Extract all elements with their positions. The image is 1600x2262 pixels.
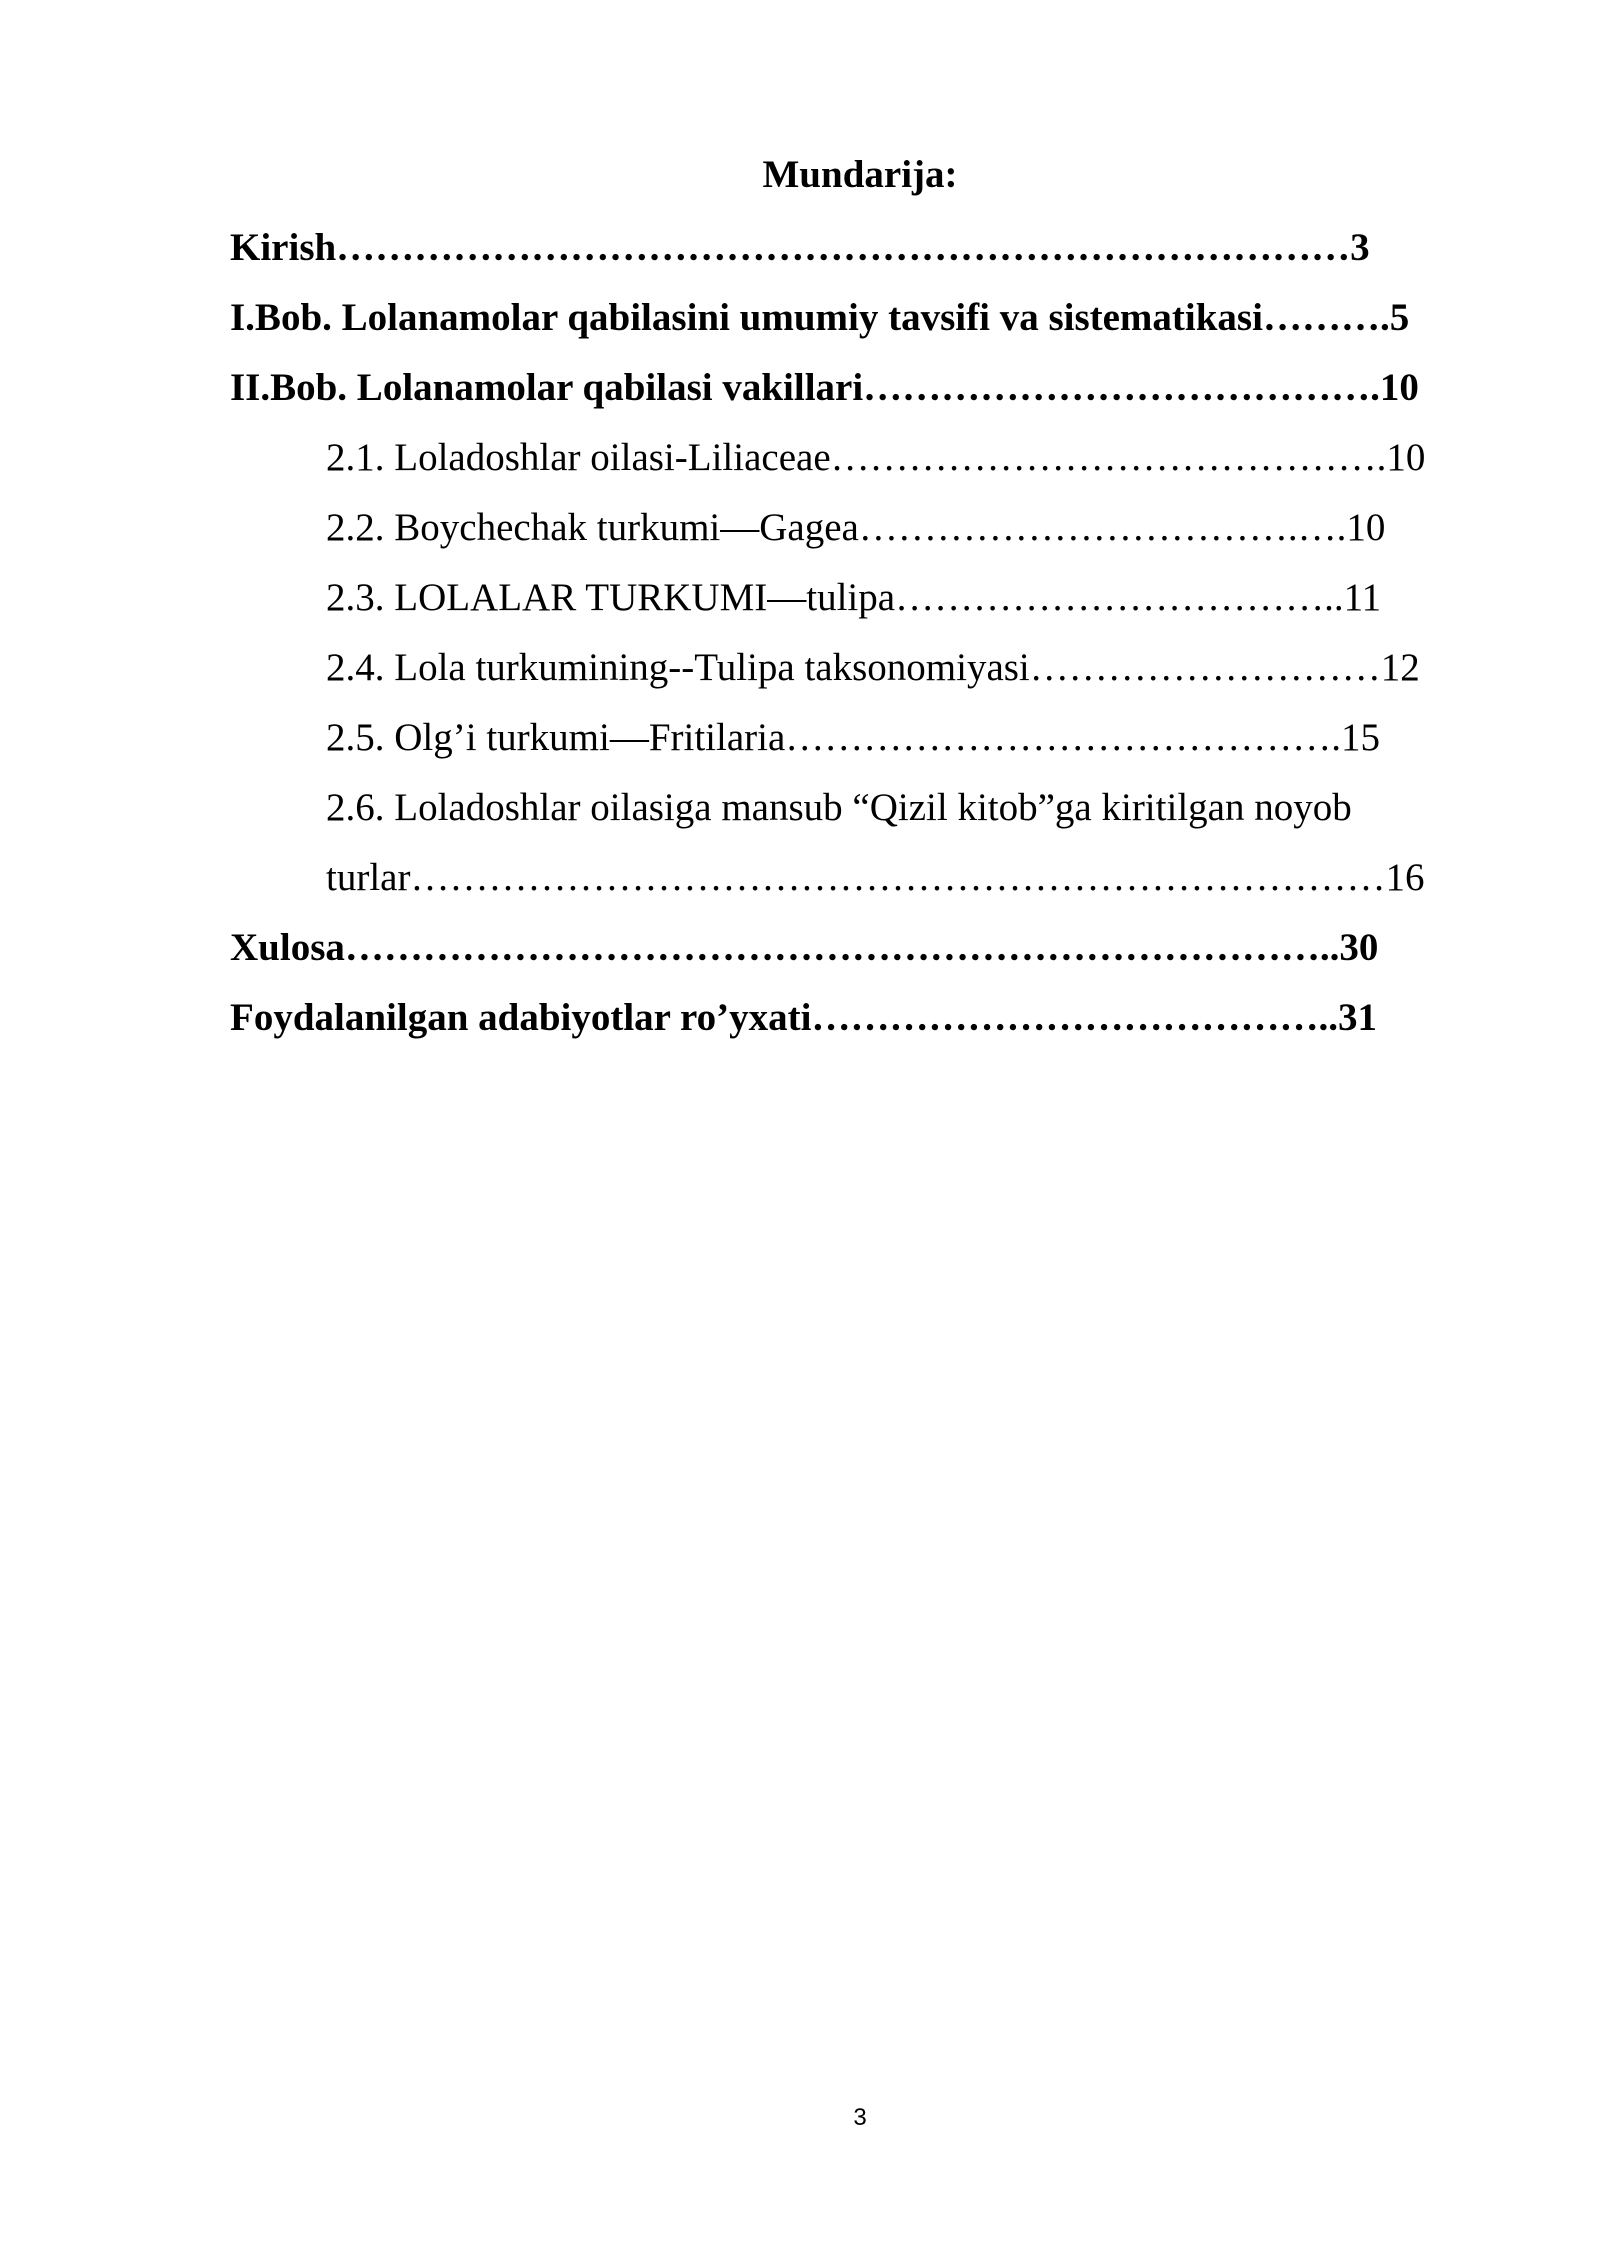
toc-entry-2-6: 2.6. Loladoshlar oilasiga mansub “Qizil kitob”ga kiritilgan noyob	[326, 786, 1352, 829]
toc-entry-references: Foydalanilgan adabiyotlar ro’yxati…………………………………..31	[230, 996, 1377, 1039]
toc-entry-2-2: 2.2. Boychechak turkumi—Gagea…………………………….….10	[326, 506, 1386, 549]
page-number: 3	[853, 2104, 867, 2131]
toc-entry-xulosa: Xulosa…………………………………………………………………..30	[230, 926, 1379, 969]
toc-entry-2-4: 2.4. Lola turkumining--Tulipa taksonomiyasi………………………12	[326, 646, 1420, 689]
toc-entry-2-5: 2.5. Olg’i turkumi—Fritilaria…………………………………….15	[326, 716, 1381, 759]
toc-entry-2-3: 2.3. LOLALAR TURKUMI—tulipa……………………………..11	[326, 576, 1382, 619]
toc-title: Mundarija:	[762, 153, 958, 196]
toc-entry-chapter-1: I.Bob. Lolanamolar qabilasini umumiy tavsifi va sistematikasi……….5	[230, 296, 1410, 339]
toc-entry-2-6-continued: turlar…………………………………………………………………16	[326, 856, 1425, 899]
toc-entry-2-1: 2.1. Loladoshlar oilasi-Liliaceae…………………………………….10	[326, 436, 1426, 479]
toc-entry-kirish: Kirish……………………………………………………………………3	[230, 226, 1370, 269]
toc-entry-chapter-2: II.Bob. Lolanamolar qabilasi vakillari………………………………….10	[230, 366, 1419, 409]
